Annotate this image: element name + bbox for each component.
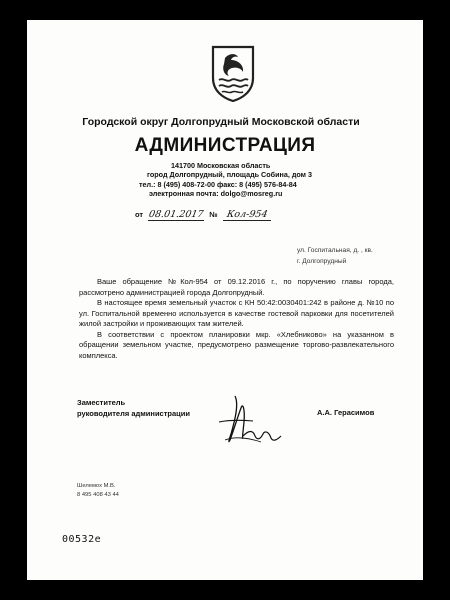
- performer-info: [77, 482, 119, 499]
- letter-page: [27, 20, 423, 580]
- registration-number-field: [223, 209, 271, 221]
- body-paragraph: В соответствии с проектом планировки мкр. «Хлебниково» на указанном в обращении земельном участке, предусмотрено размещение торгово-развлекательного комплекса.: [79, 329, 394, 360]
- body-paragraph: Ваше обращение №Кол-954 от 09.12.2016 г., по поручению главы города, рассмотрено администрацией города Долгопрудный.: [79, 277, 394, 297]
- registration-date: 08.01.2017: [147, 209, 205, 220]
- registration-prefix: от: [135, 210, 144, 219]
- document-serial-number: 00532e: [62, 534, 102, 545]
- address-line: 141700 Московская область: [171, 161, 271, 170]
- handwritten-signature: [205, 390, 285, 448]
- signatory-title: [77, 398, 190, 419]
- performer-name: Шелемох М.В.: [77, 483, 116, 489]
- signatory-title-line: руководителя администрации: [77, 408, 190, 418]
- address-line: тел.: 8 (495) 408-72-00 факс: 8 (495) 576-84-84: [139, 179, 297, 189]
- address-line: город Долгопрудный, площадь Собина, дом 3: [147, 170, 312, 180]
- recipient-address: [297, 246, 373, 267]
- address-line: электронная почта: dolgo@mosreg.ru: [149, 188, 283, 198]
- signatory-name: А.А. Герасимов: [317, 408, 375, 417]
- registration-number-sign: №: [209, 210, 218, 219]
- address-block: [139, 161, 312, 198]
- coat-of-arms-icon: [210, 44, 256, 102]
- letter-body: [79, 277, 394, 361]
- body-paragraph: В настоящее время земельный участок с КН 50:42:0030401:242 в районе д. №10 по ул. Госпитальной временно используется в качестве гостевой парковки для посетителей жилой застройки и проживающих там жителей.: [79, 298, 394, 328]
- registration-line: [135, 209, 274, 221]
- letterhead-title: АДМИНИСТРАЦИЯ: [134, 135, 316, 156]
- recipient-line: г. Долгопрудный: [297, 257, 347, 265]
- signatory-title-line: Заместитель: [77, 398, 126, 407]
- recipient-line: ул. Госпитальная, д. , кв.: [297, 247, 373, 254]
- performer-phone: 8 495 408 43 44: [77, 491, 119, 498]
- organization-name: Городской округ Долгопрудный Московской области: [82, 116, 360, 128]
- registration-date-field: [148, 209, 204, 221]
- registration-number: Кол-954: [225, 209, 268, 220]
